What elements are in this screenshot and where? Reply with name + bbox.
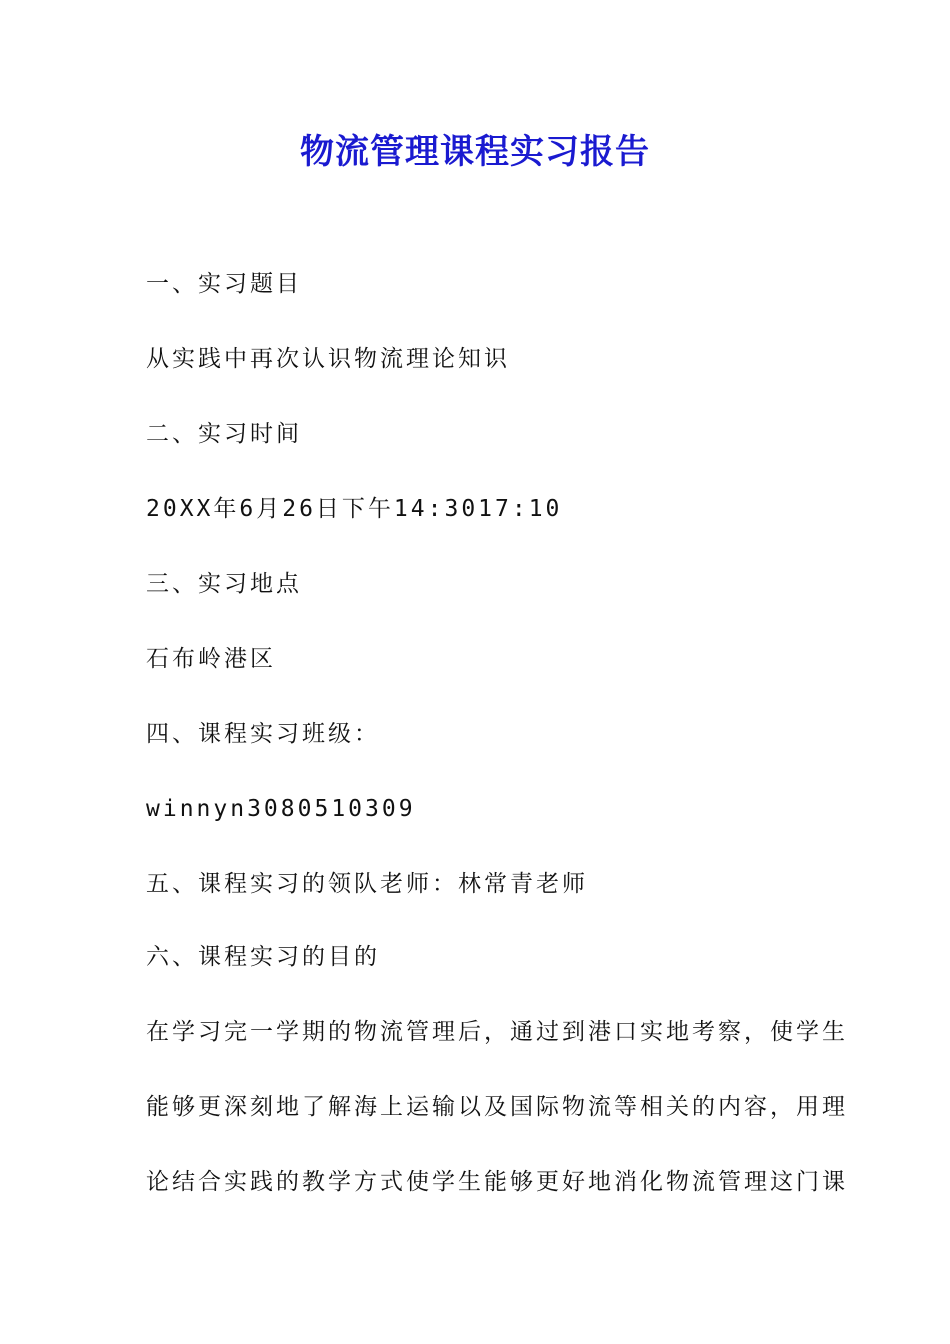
time-text: 20XX年6月26日下午14:3017:10 <box>146 496 563 522</box>
section-heading-topic: 一、实习题目 <box>146 271 302 297</box>
section-heading-time: 二、实习时间 <box>146 421 302 447</box>
location-text: 石布岭港区 <box>146 646 276 672</box>
document-title: 物流管理课程实习报告 <box>300 132 650 172</box>
purpose-paragraph-line-2: 能够更深刻地了解海上运输以及国际物流等相关的内容，用理 <box>146 1094 848 1120</box>
class-text: winnyn3080510309 <box>146 796 416 822</box>
section-heading-class: 四、课程实习班级： <box>146 721 380 747</box>
section-heading-location: 三、实习地点 <box>146 571 302 597</box>
purpose-paragraph-line-1: 在学习完一学期的物流管理后，通过到港口实地考察，使学生 <box>146 1019 848 1045</box>
purpose-paragraph-line-3: 论结合实践的教学方式使学生能够更好地消化物流管理这门课 <box>146 1169 848 1195</box>
topic-text: 从实践中再次认识物流理论知识 <box>146 346 510 372</box>
section-heading-purpose: 六、课程实习的目的 <box>146 944 380 970</box>
section-heading-teacher: 五、课程实习的领队老师：林常青老师 <box>146 871 588 897</box>
